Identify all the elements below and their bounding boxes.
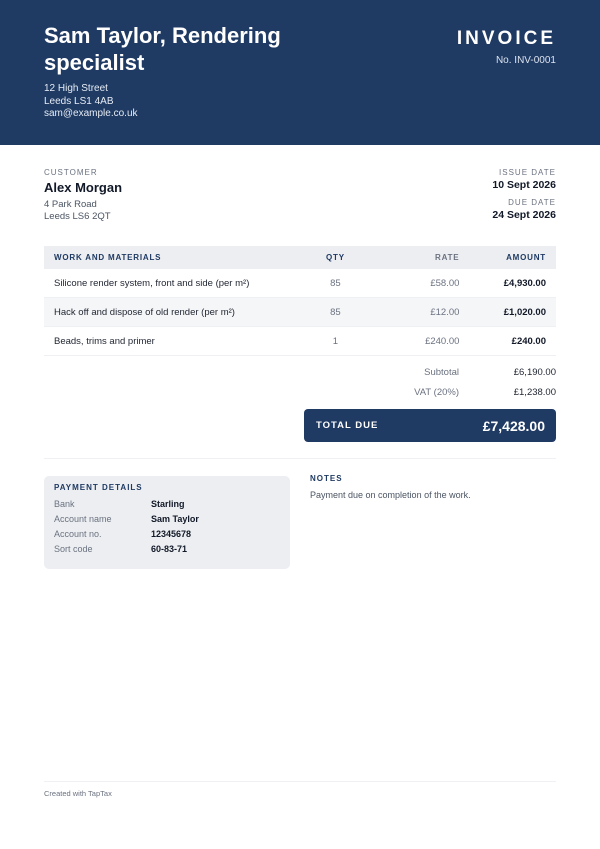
invoice-header xyxy=(0,0,600,145)
payment-details-title: PAYMENT DETAILS xyxy=(54,483,143,492)
totals-block xyxy=(304,364,556,400)
payment-row xyxy=(54,514,284,524)
table-row xyxy=(44,298,556,327)
header-qty: QTY xyxy=(325,253,345,262)
payment-row xyxy=(54,499,284,509)
customer-name: Alex Morgan xyxy=(44,180,123,195)
payment-value: 60-83-71 xyxy=(151,544,188,554)
row-description: Beads, trims and primer xyxy=(54,335,155,347)
customer-label: CUSTOMER xyxy=(44,168,98,177)
due-date-value: 24 Sept 2026 xyxy=(492,209,556,221)
row-description: Hack off and dispose of old render (per m²) xyxy=(54,306,235,318)
payment-details-panel xyxy=(44,476,290,569)
payment-key: Account name xyxy=(54,514,112,524)
invoice-title: INVOICE xyxy=(456,28,556,49)
header-rate: RATE xyxy=(435,253,460,262)
payment-row xyxy=(54,544,284,554)
business-name: Sam Taylor, Rendering specialist xyxy=(44,23,281,75)
total-due-bar xyxy=(304,409,556,442)
vat-label: VAT (20%) xyxy=(414,386,459,398)
payment-value: Starling xyxy=(151,499,185,509)
header-description: WORK AND MATERIALS xyxy=(54,253,162,262)
payment-row xyxy=(54,529,284,539)
business-address-line: 12 High Street xyxy=(44,83,108,94)
table-row xyxy=(44,269,556,298)
row-amount: £240.00 xyxy=(511,335,546,347)
vat-row xyxy=(304,384,556,400)
payment-key: Sort code xyxy=(54,544,93,554)
header-amount: AMOUNT xyxy=(506,253,546,262)
footer-divider xyxy=(44,781,556,782)
subtotal-row xyxy=(304,364,556,380)
row-amount: £4,930.00 xyxy=(503,277,546,289)
issue-date-label: ISSUE DATE xyxy=(499,168,556,177)
subtotal-label: Subtotal xyxy=(424,366,459,378)
notes-text: Payment due on completion of the work. xyxy=(310,490,471,500)
customer-address xyxy=(44,199,111,223)
total-due-value: £7,428.00 xyxy=(482,417,545,434)
business-address-line: Leeds LS1 4AB xyxy=(44,95,114,107)
business-address xyxy=(44,83,138,121)
due-date-label: DUE DATE xyxy=(508,198,556,207)
invoice-number: No. INV-0001 xyxy=(495,55,556,66)
footer-text: Created with TapTax xyxy=(44,789,112,798)
row-amount: £1,020.00 xyxy=(503,306,546,318)
line-items-table xyxy=(44,246,556,356)
customer-address-line: Leeds LS6 2QT xyxy=(44,211,111,222)
vat-value: £1,238.00 xyxy=(513,386,556,398)
table-row xyxy=(44,327,556,356)
notes-title: NOTES xyxy=(310,474,343,483)
payment-value: 12345678 xyxy=(151,529,192,539)
row-rate: £240.00 xyxy=(425,335,460,347)
table-header xyxy=(44,246,556,269)
section-divider xyxy=(44,458,556,459)
subtotal-value: £6,190.00 xyxy=(513,366,556,378)
payment-key: Account no. xyxy=(54,529,102,539)
customer-address-line: 4 Park Road xyxy=(44,199,97,210)
row-qty: 85 xyxy=(330,277,341,289)
total-due-label: TOTAL DUE xyxy=(316,420,379,431)
payment-value: Sam Taylor xyxy=(151,514,199,524)
row-description: Silicone render system, front and side (per m²) xyxy=(54,277,250,289)
row-rate: £58.00 xyxy=(430,277,460,289)
issue-date-value: 10 Sept 2026 xyxy=(492,179,556,191)
row-rate: £12.00 xyxy=(430,306,460,318)
row-qty: 85 xyxy=(330,306,341,318)
row-qty: 1 xyxy=(332,335,339,347)
business-email: sam@example.co.uk xyxy=(44,108,138,119)
payment-key: Bank xyxy=(54,499,75,509)
